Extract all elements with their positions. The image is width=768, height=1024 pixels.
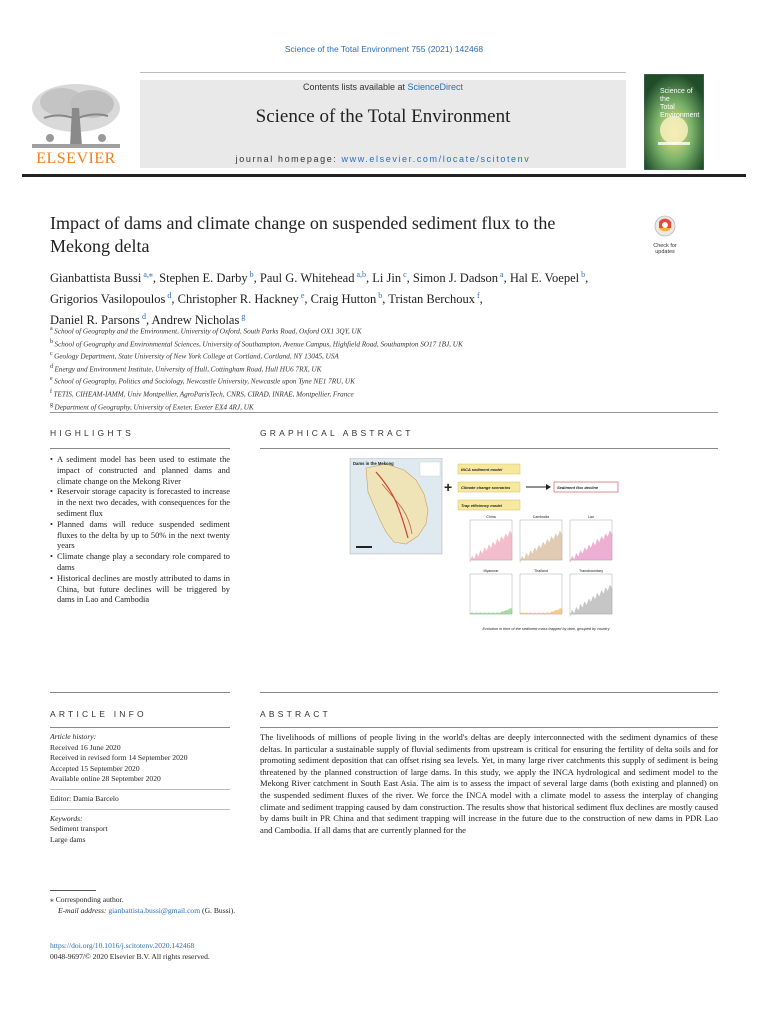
- article-history-label: Article history:: [50, 732, 97, 741]
- author: [311, 292, 389, 306]
- panel-title: Cambodia: [532, 515, 550, 519]
- author-affiliation-marker[interactable]: b: [247, 270, 254, 279]
- panel-title: Thailand: [534, 569, 548, 573]
- author-name: Stephen E. Darby: [159, 271, 248, 286]
- history-item: Received 16 June 2020: [50, 742, 121, 752]
- page-footer: [50, 940, 450, 962]
- author: [178, 292, 311, 306]
- affiliation-item: [50, 387, 710, 400]
- affiliation-text: School of Geography and Environmental Sciences, University of Southampton, Avenue Campus, Highfield Road, Southampton SO17 1BJ, UK: [54, 339, 463, 348]
- elsevier-logo[interactable]: [22, 78, 130, 170]
- author-name: Hal E. Voepel: [509, 271, 580, 286]
- highlight-item: • A sediment model has been used to estimate the impact of constructed and planned dams and climate change on the Mekong River: [50, 455, 230, 487]
- article-info-divider: [50, 809, 230, 810]
- author-affiliation-marker[interactable]: a,b: [354, 270, 367, 279]
- cover-title: [660, 88, 704, 120]
- author-affiliation-marker[interactable]: b: [579, 270, 586, 279]
- article-info-divider: [50, 789, 230, 790]
- author-separator: ,: [304, 292, 311, 307]
- map-legend-box: [420, 462, 440, 476]
- author-separator: ,: [152, 271, 160, 286]
- affiliation-key: c: [50, 351, 55, 358]
- author-list: [50, 266, 710, 329]
- author: [372, 271, 413, 285]
- author-affiliation-marker[interactable]: g: [239, 312, 246, 322]
- author-name: Li Jin: [372, 271, 402, 286]
- email-line: [50, 905, 450, 916]
- affiliation-text: School of Geography, Politics and Sociology, Newcastle University, Newcastle upon Tyne NE1 7RU, UK: [54, 377, 355, 386]
- graphical-abstract-bottom-rule: [260, 692, 718, 693]
- corresponding-author-text: Corresponding author.: [55, 895, 124, 904]
- highlights-bottom-rule: [50, 692, 230, 693]
- author-email-link[interactable]: gianbattista.bussi@gmail.com: [108, 906, 201, 915]
- footnote-rule: [50, 890, 96, 891]
- author-name: Grigorios Vasilopoulos: [50, 292, 166, 307]
- doi-link[interactable]: https://doi.org/10.1016/j.scitotenv.2020.142468: [50, 941, 195, 950]
- affiliation-key: b: [50, 338, 55, 345]
- editor-line: Editor: Damia Barcelo: [50, 793, 119, 803]
- contents-availability-line: [140, 82, 626, 92]
- abstract-top-rule: [260, 727, 718, 728]
- sciencedirect-link[interactable]: ScienceDirect: [407, 82, 464, 92]
- author-name: Andrew Nicholas: [151, 313, 240, 328]
- author-separator: ,: [479, 292, 483, 307]
- affiliation-item: [50, 362, 710, 375]
- updates-label-line1: Check for: [653, 243, 677, 249]
- author-name: Christopher R. Hackney: [177, 292, 299, 307]
- climate-scenarios-box-label: Climate change scenarios: [461, 484, 511, 490]
- affiliation-item: [50, 349, 710, 362]
- abstract-heading: ABSTRACT: [260, 709, 331, 719]
- header-bottom-rule: [22, 174, 746, 177]
- affiliation-text: School of Geography and the Environment, University of Oxford, South Parks Road, Oxford OX1 3QY, UK: [54, 327, 362, 336]
- article-info-heading: ARTICLE INFO: [50, 709, 147, 719]
- email-suffix: (G. Bussi).: [200, 906, 236, 915]
- author: [50, 271, 159, 285]
- author-affiliation-marker[interactable]: b: [376, 291, 383, 301]
- homepage-prefix: journal homepage:: [235, 154, 342, 164]
- affiliation-item: [50, 324, 710, 337]
- panel-title: China: [486, 515, 496, 519]
- affiliation-key: f: [50, 388, 54, 395]
- affiliation-text: Geology Department, State University of New York College at Cortland, Cortland, NY 13045, USA: [54, 352, 339, 361]
- author-name: Simon J. Dadson: [412, 271, 498, 286]
- affiliation-list: [50, 324, 710, 412]
- keyword-list: [50, 824, 230, 845]
- panel-frame: [470, 574, 512, 614]
- plus-symbol: +: [444, 479, 453, 495]
- author: [413, 271, 510, 285]
- affiliation-key: e: [50, 376, 55, 383]
- keyword-item: Sediment transport: [50, 824, 108, 834]
- affiliation-item: [50, 374, 710, 387]
- graphical-abstract-heading: GRAPHICAL ABSTRACT: [260, 428, 414, 438]
- author-affiliation-marker[interactable]: a,⁎: [141, 270, 153, 279]
- map-title: Dams in the Mekong: [353, 461, 394, 466]
- corresponding-author-footnote: [50, 894, 450, 916]
- author-affiliation-marker[interactable]: d: [165, 291, 172, 301]
- journal-cover-image[interactable]: [644, 74, 704, 170]
- cover-title-line2: Total Environment: [660, 104, 700, 119]
- author-separator: ,: [253, 271, 260, 286]
- author-separator: ,: [585, 271, 589, 286]
- check-for-updates-label: [645, 243, 685, 255]
- affiliation-text: Department of Geography, University of Exeter, Exeter EX4 4RJ, UK: [54, 402, 254, 411]
- affiliation-text: Energy and Environment Institute, University of Hull, Cottingham Road, Hull HU6 7RX, UK: [54, 365, 322, 374]
- author-name: Paul G. Whitehead: [259, 271, 355, 286]
- author: [388, 292, 483, 306]
- author-separator: ,: [145, 313, 152, 328]
- highlights-heading: HIGHLIGHTS: [50, 428, 134, 438]
- panel-title: Transboundary: [578, 569, 604, 573]
- trap-efficiency-box-label: Trap efficiency model: [461, 502, 502, 508]
- map-scale-bar: [356, 546, 372, 548]
- corresponding-author-line: [50, 894, 450, 905]
- copyright-line: 0048-9697/© 2020 Elsevier B.V. All rights reserved.: [50, 952, 210, 961]
- author-separator: ,: [171, 292, 178, 307]
- highlights-top-rule: [50, 448, 230, 449]
- check-for-updates-icon: [645, 214, 685, 238]
- highlights-list: [50, 455, 230, 606]
- author-separator: ,: [406, 271, 413, 286]
- paper-title: Impact of dams and climate change on suspended sediment flux to the Mekong delta: [50, 213, 556, 256]
- header-top-rule: [140, 72, 626, 73]
- history-item: Accepted 15 September 2020: [50, 763, 140, 773]
- journal-homepage-link[interactable]: www.elsevier.com/locate/scitotenv: [341, 154, 531, 164]
- check-for-updates-badge[interactable]: [645, 214, 685, 254]
- history-item: Available online 28 September 2020: [50, 774, 161, 784]
- author-name: Craig Hutton: [310, 292, 377, 307]
- author-name: Gianbattista Bussi: [50, 271, 142, 286]
- author-affiliation-marker[interactable]: d: [139, 312, 146, 322]
- article-info-block: [50, 732, 230, 845]
- panel-title: Lao: [588, 515, 594, 519]
- highlight-item: • Reservoir storage capacity is forecasted to increase in the next two decades, with consequences for the sediment flux: [50, 487, 230, 519]
- affiliation-item: [50, 337, 710, 350]
- affiliations-divider: [50, 412, 718, 413]
- author-affiliation-marker[interactable]: c: [401, 270, 407, 279]
- flow-arrow-head: [546, 484, 551, 490]
- abstract-text: The livelihoods of millions of people living in the world's deltas are deeply interconnected with the sediment dynamics of these deltas. In particular a sustainable supply of fluvial sediments from upstream is critical for ensuring the fertility of delta soils and for promoting sediment deposition that can offset rising sea levels. Yet, in many large river catchments this supply of sediment is being threatened by the planned construction of large dams. In this study, we apply the INCA hydrological and sediment model to the Mekong River catchment in South East Asia. The aim is to assess the impact of several large dams (both existing and planned) on the suspended sediment fluxes of the river. We force the INCA model with a climate model to assess the interplay of changing climate and sediment trapping caused by dam construction. The results show that historical sediment flux declines are mostly caused by dams built in PR China and that sediment trapping will increase in the future due to the construction of new dams in PDR Lao and Cambodia. If all dams that are currently planned for the: [260, 732, 718, 835]
- sediment-decline-label: Sediment flux decline: [557, 484, 599, 490]
- author-separator: ,: [503, 271, 510, 286]
- graphical-abstract-image: [346, 458, 626, 632]
- inca-model-box-label: INCA sediment model: [461, 466, 503, 472]
- figure-caption: Evolution in time of the sediment mass trapped by dam, grouped by country: [482, 627, 610, 631]
- author-separator: ,: [366, 271, 373, 286]
- author: [260, 271, 372, 285]
- panel-frame: [520, 574, 562, 614]
- journal-citation-link[interactable]: Science of the Total Environment 755 (2021) 142468: [284, 44, 484, 54]
- journal-homepage-line: [140, 154, 626, 164]
- contents-prefix: Contents lists available at: [302, 82, 408, 92]
- email-label: E-mail address:: [58, 906, 107, 915]
- author: [510, 271, 588, 285]
- author-name: Tristan Berchoux: [388, 292, 475, 307]
- updates-label-line2: updates: [655, 249, 675, 255]
- highlight-item: • Historical declines are mostly attributed to dams in China, but future declines will be triggered by dams in Lao and Cambodia: [50, 574, 230, 606]
- article-history-list: [50, 743, 230, 785]
- affiliation-item: [50, 400, 710, 413]
- affiliation-key: d: [50, 363, 55, 370]
- journal-name: Science of the Total Environment: [255, 106, 511, 127]
- affiliation-key: a: [50, 326, 55, 332]
- author-name: Daniel R. Parsons: [50, 313, 140, 328]
- graphical-abstract-top-rule: [260, 448, 718, 449]
- highlight-item: • Climate change play a secondary role compared to dams: [50, 552, 230, 574]
- affiliation-key: g: [50, 401, 55, 408]
- keyword-item: Large dams: [50, 834, 86, 844]
- author-separator: ,: [382, 292, 389, 307]
- highlight-item: • Planned dams will reduce suspended sediment fluxes to the delta by up to 50% in the next twenty years: [50, 520, 230, 552]
- elsevier-wordmark: ELSEVIER: [36, 150, 116, 167]
- cover-title-line1: Science of the: [660, 88, 693, 103]
- author-affiliation-marker[interactable]: a: [498, 270, 504, 279]
- article-info-top-rule: [50, 727, 230, 728]
- history-item: Received in revised form 14 September 2020: [50, 753, 188, 763]
- panel-title: Myanmar: [483, 569, 499, 573]
- keywords-label: Keywords:: [50, 813, 83, 823]
- affiliation-text: TETIS, CIHEAM-IAMM, Univ Montpellier, AgroParisTech, CNRS, CIRAD, INRAE, Montpellier, France: [53, 390, 354, 399]
- author-affiliation-marker[interactable]: e: [298, 291, 305, 301]
- footnote-symbol: ⁎: [50, 895, 54, 904]
- author: [50, 292, 178, 306]
- graphical-abstract-figure: [346, 458, 626, 632]
- author: [159, 271, 260, 285]
- author-affiliation-marker[interactable]: f: [474, 291, 480, 301]
